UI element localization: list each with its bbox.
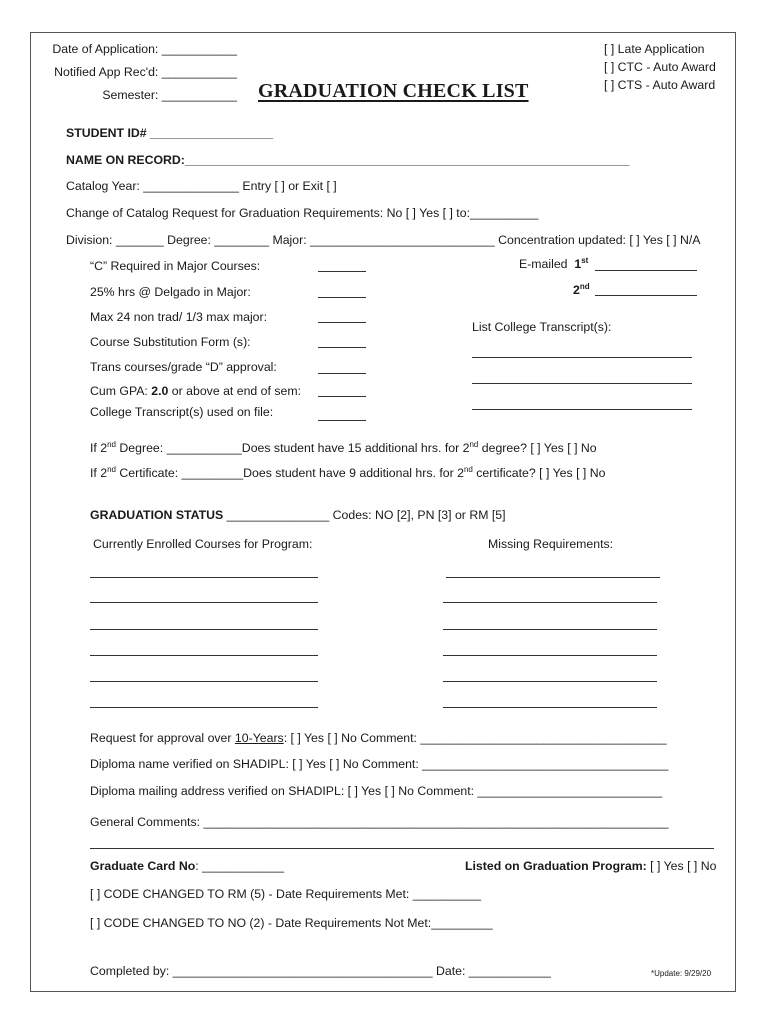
late-application-checkbox: [ ] Late Application <box>604 42 705 56</box>
enrolled-line-6 <box>90 707 318 708</box>
code-changed-rm: [ ] CODE CHANGED TO RM (5) - Date Requirements Met: __________ <box>90 887 482 901</box>
second-degree: If 2nd Degree: ___________Does student have 15 additional hrs. for 2nd degree? [ ] Yes [ ] No <box>90 439 597 455</box>
list-transcripts-label: List College Transcript(s): <box>472 320 612 334</box>
division-degree-major: Division: _______ Degree: ________ Major: ___________________________ Concentration updated: [ ] Yes [ ] N/A <box>66 233 701 247</box>
diploma-name-verified: Diploma name verified on SHADIPL: [ ] Yes [ ] No Comment: ____________________________________ <box>90 757 669 771</box>
second-certificate: If 2nd Certificate: _________Does student have 9 additional hrs. for 2nd certificate? [ ] Yes [ ] No <box>90 464 606 480</box>
max-24-label: Max 24 non trad/ 1/3 max major: <box>90 310 268 324</box>
college-transcripts-blank <box>318 420 366 421</box>
missing-line-3 <box>443 629 657 630</box>
pct-hrs-blank <box>318 297 366 298</box>
emailed-2nd: 2nd <box>573 281 590 297</box>
emailed-1st-blank <box>595 270 697 271</box>
enrolled-line-2 <box>90 602 318 603</box>
cum-gpa-label: Cum GPA: 2.0 or above at end of sem: <box>90 384 302 398</box>
ctc-auto-award-checkbox: [ ] CTC - Auto Award <box>604 60 716 74</box>
currently-enrolled-label: Currently Enrolled Courses for Program: <box>93 537 313 551</box>
name-on-record: NAME ON RECORD:_________________________________________________________________ <box>66 153 630 167</box>
missing-line-4 <box>443 655 657 656</box>
semester: Semester: ___________ <box>102 88 237 102</box>
page-title: GRADUATION CHECK LIST <box>258 80 529 102</box>
missing-line-1 <box>446 577 660 578</box>
max-24-blank <box>318 322 366 323</box>
emailed-2nd-blank <box>595 295 697 296</box>
trans-courses-blank <box>318 373 366 374</box>
missing-line-2 <box>443 602 657 603</box>
transcript-line-1 <box>472 357 692 358</box>
transcript-line-2 <box>472 383 692 384</box>
completed-by: Completed by: ______________________________________ Date: ____________ <box>90 964 551 978</box>
cts-auto-award-checkbox: [ ] CTS - Auto Award <box>604 78 716 92</box>
listed-on-graduation-program: Listed on Graduation Program: [ ] Yes [ ] No <box>465 859 717 873</box>
student-id: STUDENT ID# __________________ <box>66 126 274 140</box>
pct-hrs-label: 25% hrs @ Delgado in Major: <box>90 285 251 299</box>
change-of-catalog: Change of Catalog Request for Graduation Requirements: No [ ] Yes [ ] to:__________ <box>66 206 539 220</box>
catalog-year: Catalog Year: ______________ Entry [ ] or Exit [ ] <box>66 179 337 193</box>
enrolled-line-3 <box>90 629 318 630</box>
date-of-application: Date of Application: ___________ <box>52 42 237 56</box>
code-changed-no: [ ] CODE CHANGED TO NO (2) - Date Requirements Not Met:_________ <box>90 916 493 930</box>
transcript-line-3 <box>472 409 692 410</box>
trans-courses-label: Trans courses/grade “D” approval: <box>90 360 277 374</box>
general-comments-line-2 <box>90 848 714 849</box>
diploma-mailing-verified: Diploma mailing address verified on SHADIPL: [ ] Yes [ ] No Comment: ___________________________ <box>90 784 663 798</box>
enrolled-line-4 <box>90 655 318 656</box>
c-required-label: “C” Required in Major Courses: <box>90 259 261 273</box>
course-sub-label: Course Substitution Form (s): <box>90 335 251 349</box>
update-note: *Update: 9/29/20 <box>651 969 712 978</box>
general-comments: General Comments: ____________________________________________________________________ <box>90 815 669 829</box>
missing-line-6 <box>443 707 657 708</box>
emailed-1st: E-mailed 1st <box>519 255 589 271</box>
missing-line-5 <box>443 681 657 682</box>
cum-gpa-blank <box>318 396 366 397</box>
missing-requirements-label: Missing Requirements: <box>488 537 614 551</box>
college-transcripts-label: College Transcript(s) used on file: <box>90 405 274 419</box>
course-sub-blank <box>318 347 366 348</box>
graduate-card-no: Graduate Card No: ____________ <box>90 859 285 873</box>
enrolled-line-5 <box>90 681 318 682</box>
notified-app-recd: Notified App Rec'd: ___________ <box>54 65 237 79</box>
request-10-years: Request for approval over 10-Years: [ ] Yes [ ] No Comment: ____________________________________ <box>90 731 667 745</box>
graduation-status: GRADUATION STATUS _______________ Codes: NO [2], PN [3] or RM [5] <box>90 508 506 522</box>
enrolled-line-1 <box>90 577 318 578</box>
c-required-blank <box>318 271 366 272</box>
